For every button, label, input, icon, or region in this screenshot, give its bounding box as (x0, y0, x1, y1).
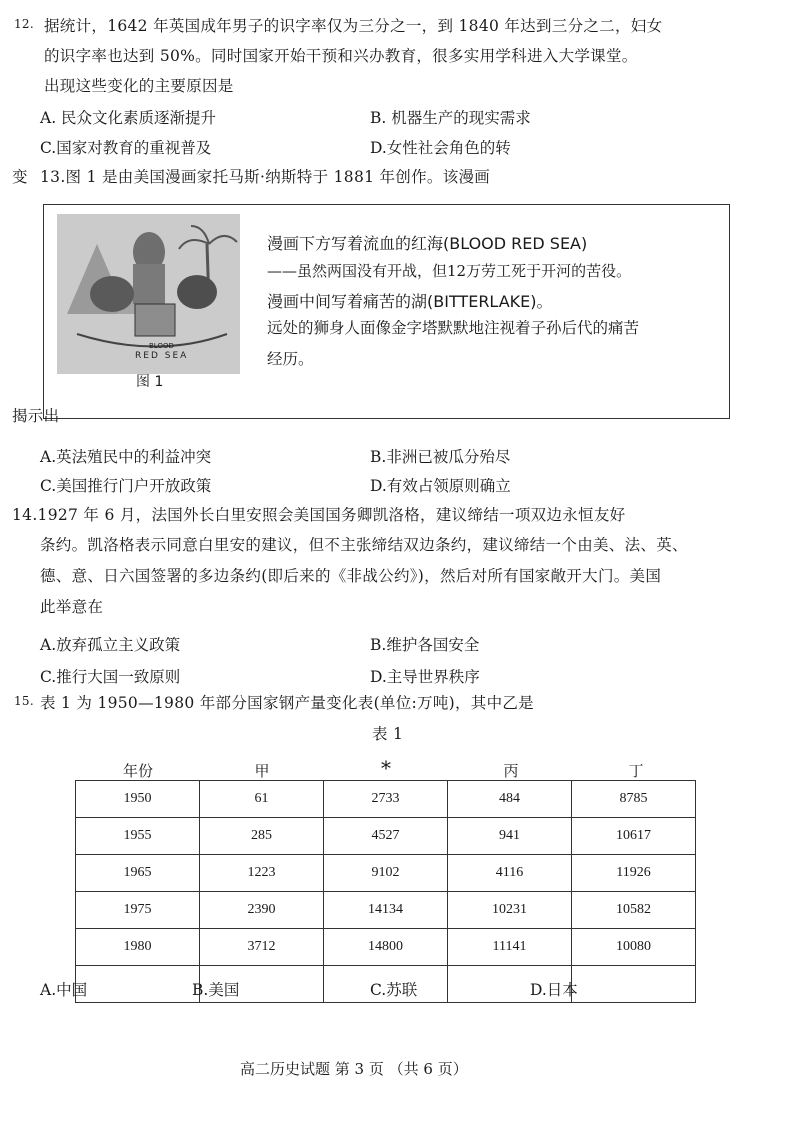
table-cell: 1975 (76, 892, 200, 929)
q14-option-a[interactable]: A.放弃孤立主义政策 (40, 636, 181, 654)
table-cell (76, 966, 200, 1003)
q12-line1: 据统计，1642 年英国成年男子的识字率仅为三分之一，到 1840 年达到三分之二，妇女 (44, 17, 663, 35)
table-cell: 10231 (448, 892, 572, 929)
q12-option-a[interactable]: A. 民众文化素质逐渐提升 (40, 109, 217, 127)
q13-option-d[interactable]: D.有效占领原则确立 (370, 477, 511, 495)
page-footer: 高二历史试题 第 3 页 （共 6 页） (240, 1060, 468, 1078)
q12-option-b[interactable]: B. 机器生产的现实需求 (370, 109, 531, 127)
q13-line1: 13.图 1 是由美国漫画家托马斯·纳斯特于 1881 年创作。该漫画 (40, 168, 491, 186)
q15-option-b[interactable]: B.美国 (192, 981, 240, 999)
cartoon-image (57, 214, 240, 374)
q14-line1: 14.1927 年 6 月，法国外长白里安照会美国国务卿凯洛格，建议缔结一项双边永恒友好 (12, 506, 626, 524)
table-cell: 2733 (324, 781, 448, 818)
table-cell: 1965 (76, 855, 200, 892)
table-cell: 1950 (76, 781, 200, 818)
table-header-jia: 甲 (254, 762, 270, 780)
table-title: 表 1 (372, 725, 404, 743)
table-row (76, 855, 696, 892)
table-cell: 4527 (324, 818, 448, 855)
table-cell: 1223 (200, 855, 324, 892)
q14-line4: 此举意在 (40, 598, 104, 616)
table-cell: 11926 (572, 855, 696, 892)
table-cell: 484 (448, 781, 572, 818)
table-cell: 8785 (572, 781, 696, 818)
box-text-4: 远处的狮身人面像金字塔默默地注视着子孙后代的痛苦 (267, 319, 640, 337)
q15-number: 15. (14, 694, 34, 708)
q15-line1: 表 1 为 1950—1980 年部分国家钢产量变化表(单位:万吨)，其中乙是 (40, 694, 534, 712)
q13-option-a[interactable]: A.英法殖民中的利益冲突 (40, 448, 212, 466)
cartoon-drawing (57, 214, 240, 374)
q12-line3: 出现这些变化的主要原因是 (44, 77, 234, 95)
q13-option-c[interactable]: C.美国推行门户开放政策 (40, 477, 212, 495)
table-cell: 14134 (324, 892, 448, 929)
q12-option-d[interactable]: D.女性社会角色的转 (370, 139, 511, 157)
cartoon-label-small: BLOOD (149, 342, 174, 350)
table-cell: 9102 (324, 855, 448, 892)
table-cell: 3712 (200, 929, 324, 966)
table-header-bing: 丙 (503, 762, 519, 780)
table-cell: 61 (200, 781, 324, 818)
table-cell: 285 (200, 818, 324, 855)
q13-tail: 揭示出 (12, 407, 60, 425)
table-cell: 11141 (448, 929, 572, 966)
box-text-5: 经历。 (267, 350, 314, 368)
table-header-year: 年份 (122, 762, 153, 780)
table-cell: 4116 (448, 855, 572, 892)
q14-option-d[interactable]: D.主导世界秩序 (370, 668, 480, 686)
box-text-3: 漫画中间写着痛苦的湖(BITTERLAKE)。 (267, 292, 553, 311)
table-cell: 14800 (324, 929, 448, 966)
figure-caption: 图 1 (136, 374, 164, 390)
q15-option-a[interactable]: A.中国 (40, 981, 88, 999)
q14-option-b[interactable]: B.维护各国安全 (370, 636, 480, 654)
table-cell: 1955 (76, 818, 200, 855)
table-row (76, 781, 696, 818)
q15-option-d[interactable]: D.日本 (530, 981, 578, 999)
table-row (76, 929, 696, 966)
q12-option-c[interactable]: C.国家对教育的重视普及 (40, 139, 212, 157)
q14-line3: 德、意、日六国签署的多边条约(即后来的《非战公约》)，然后对所有国家敞开大门。美国 (40, 567, 662, 585)
q15-option-c[interactable]: C.苏联 (370, 981, 418, 999)
q12-line2: 的识字率也达到 50%。同时国家开始干预和兴办教育，很多实用学科进入大学课堂。 (44, 47, 638, 65)
table-cell: 2390 (200, 892, 324, 929)
box-text-2: ——虽然两国没有开战，但12万劳工死于开河的苦役。 (267, 262, 632, 280)
table-cell: 1980 (76, 929, 200, 966)
q14-option-c[interactable]: C.推行大国一致原则 (40, 668, 181, 686)
q13-prefix: 变 (12, 168, 28, 186)
q12-number: 12. (14, 17, 34, 31)
table-cell: 941 (448, 818, 572, 855)
q14-line2: 条约。凯洛格表示同意白里安的建议，但不主张缔结双边条约，建议缔结一个由美、法、英、 (40, 536, 688, 554)
table-cell: 10582 (572, 892, 696, 929)
box-text-1: 漫画下方写着流血的红海(BLOOD RED SEA) (267, 234, 588, 253)
table-header-star: * (381, 756, 391, 780)
table-row (76, 892, 696, 929)
q13-option-b[interactable]: B.非洲已被瓜分殆尽 (370, 448, 511, 466)
steel-output-table (75, 780, 696, 1003)
cartoon-label: RED SEA (135, 351, 189, 361)
table-row (76, 818, 696, 855)
table-cell (572, 966, 696, 1003)
table-header-ding: 丁 (628, 762, 644, 780)
table-cell: 10080 (572, 929, 696, 966)
table-cell: 10617 (572, 818, 696, 855)
